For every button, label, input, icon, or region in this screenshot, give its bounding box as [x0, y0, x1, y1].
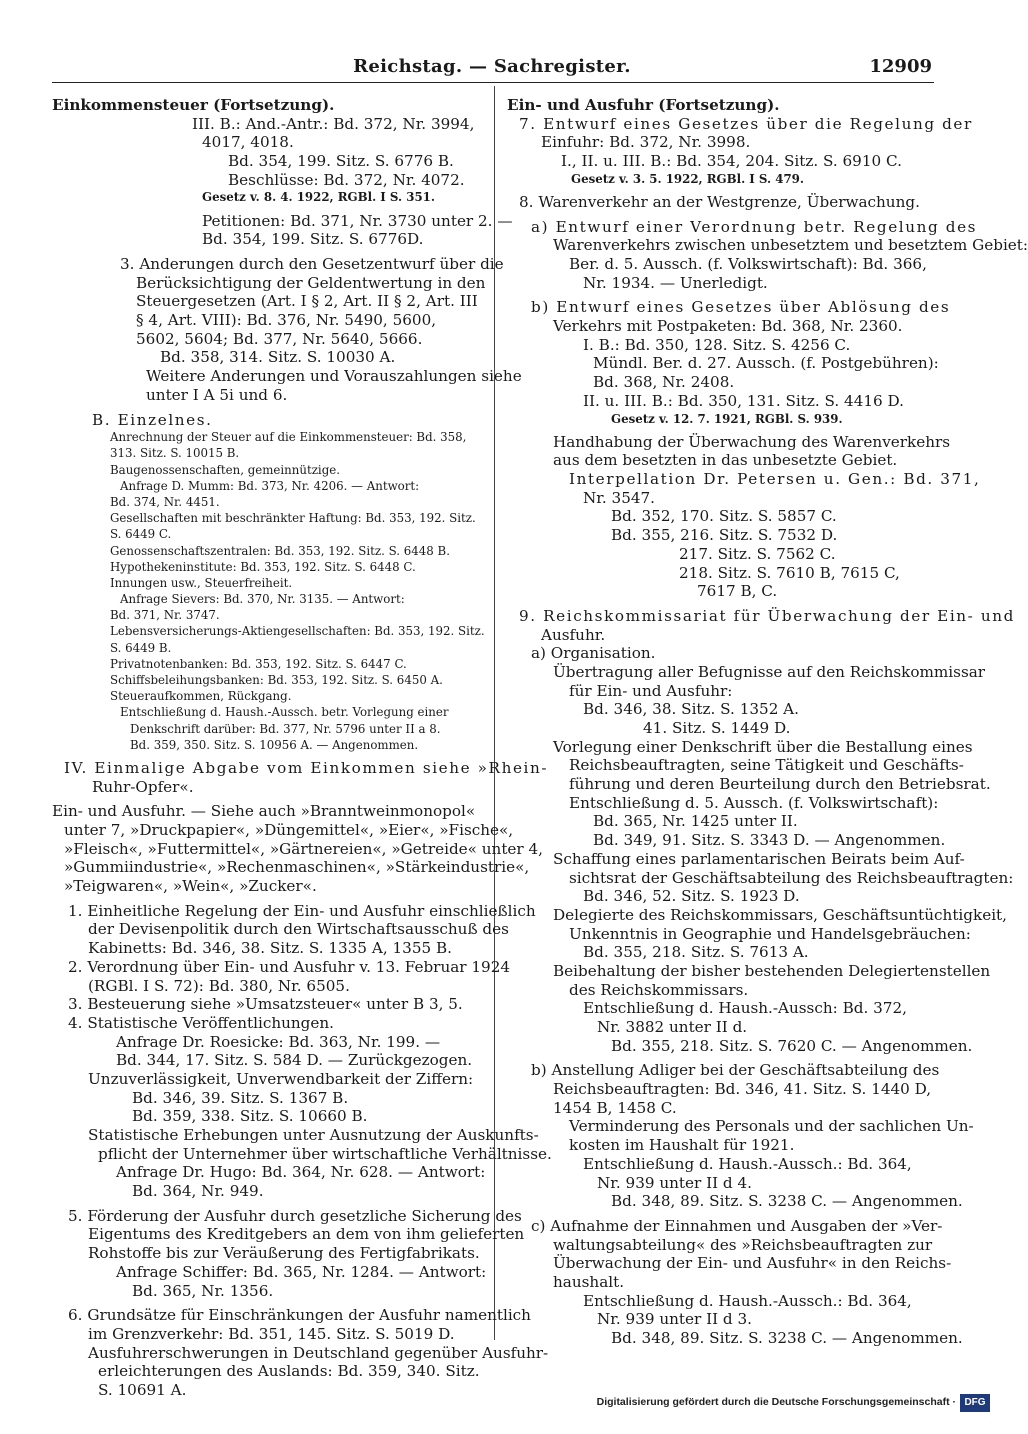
index-line: »Fleisch«, »Futtermittel«, »Gärtnereien«, »Getreide« unter 4,	[64, 839, 543, 858]
page-footer	[596, 1394, 990, 1414]
index-line: 5602, 5604; Bd. 377, Nr. 5640, 5666.	[136, 329, 423, 348]
index-line: Interpellation Dr. Petersen u. Gen.: Bd. 371,	[569, 470, 981, 489]
index-line: Bd. 346, 52. Sitz. S. 1923 D.	[583, 887, 800, 906]
index-line: waltungsabteilung« des »Reichsbeauftragten zur	[553, 1235, 933, 1254]
index-line: Lebensversicherungs-Aktiengesellschaften: Bd. 353, 192. Sitz.	[110, 624, 485, 639]
index-line: 7. Entwurf eines Gesetzes über die Regelung der	[519, 114, 973, 133]
index-line: Ausfuhrerschwerungen in Deutschland gegenüber Ausfuhr-	[88, 1343, 549, 1362]
index-line: haushalt.	[553, 1272, 625, 1291]
index-line: a) Organisation.	[531, 644, 656, 663]
index-line: B. Einzelnes.	[92, 410, 213, 429]
index-line: Reichsbeauftragten: Bd. 346, 41. Sitz. S. 1440 D,	[553, 1080, 932, 1099]
index-line: Bd. 359, 338. Sitz. S. 10660 B.	[132, 1107, 368, 1126]
index-line: Bd. 354, 199. Sitz. S. 6776D.	[202, 230, 424, 249]
index-line: Vorlegung einer Denkschrift über die Bestallung eines	[553, 737, 973, 756]
page-number: 12909	[869, 56, 932, 77]
index-line: Petitionen: Bd. 371, Nr. 3730 unter 2. —	[202, 211, 513, 230]
index-line: aus dem besetzten in das unbesetzte Gebiet.	[553, 451, 898, 470]
index-line: Berücksichtigung der Geldentwertung in den	[136, 273, 486, 292]
index-line: 3. Anderungen durch den Gesetzentwurf über die	[120, 255, 504, 273]
index-line: »Gummiindustrie«, »Rechenmaschinen«, »Stärkeindustrie«,	[64, 858, 530, 877]
index-line: Bd. 365, Nr. 1356.	[132, 1281, 274, 1300]
index-line: Rohstoffe bis zur Veräußerung des Fertigfabrikats.	[88, 1244, 480, 1263]
index-line: Ber. d. 5. Aussch. (f. Volkswirtschaft): Bd. 366,	[569, 255, 927, 273]
index-line: Bd. 374, Nr. 4451.	[110, 494, 220, 509]
header-rule	[52, 82, 934, 83]
index-line: Privatnotenbanken: Bd. 353, 192. Sitz. S. 6447 C.	[110, 656, 407, 671]
index-line: Hypothekeninstitute: Bd. 353, 192. Sitz. S. 6448 C.	[110, 559, 416, 574]
index-line: Schiffsbeleihungsbanken: Bd. 353, 192. Sitz. S. 6450 A.	[110, 673, 443, 687]
index-line: kosten im Haushalt für 1921.	[569, 1136, 795, 1155]
index-line: Beschlüsse: Bd. 372, Nr. 4072.	[228, 170, 465, 189]
index-line: 41. Sitz. S. 1449 D.	[643, 719, 791, 737]
index-line: 6. Grundsätze für Einschränkungen der Ausfuhr namentlich	[68, 1306, 531, 1325]
index-line: Bd. 355, 218. Sitz. S. 7620 C. — Angenommen.	[611, 1036, 973, 1055]
index-line: Ein- und Ausfuhr (Fortsetzung).	[507, 96, 780, 114]
index-line: a) Entwurf einer Verordnung betr. Regelung des	[531, 217, 978, 236]
index-line: Bd. 344, 17. Sitz. S. 584 D. — Zurückgezogen.	[116, 1051, 473, 1070]
index-line: Delegierte des Reichskommissars, Geschäftsuntüchtigkeit,	[553, 905, 1007, 924]
index-line: 218. Sitz. S. 7610 B, 7615 C,	[679, 563, 900, 582]
index-line: Anrechnung der Steuer auf die Einkommensteuer: Bd. 358,	[110, 430, 467, 445]
index-line: 4017, 4018.	[202, 133, 294, 152]
index-line: Beibehaltung der bisher bestehenden Delegiertenstellen	[553, 961, 991, 980]
index-line: Unkenntnis in Geographie und Handelsgebräuchen:	[569, 924, 971, 943]
index-line: Bd. 364, Nr. 949.	[132, 1182, 264, 1201]
index-line: Bd. 354, 199. Sitz. S. 6776 B.	[228, 152, 454, 171]
index-line: 1454 B, 1458 C.	[553, 1098, 677, 1117]
index-line: Ruhr-Opfer«.	[92, 777, 194, 796]
index-line: Anfrage D. Mumm: Bd. 373, Nr. 4206. — Antwort:	[120, 478, 420, 493]
index-line: unter 7, »Druckpapier«, »Düngemittel«, »Eier«, »Fische«,	[64, 821, 514, 839]
index-line: Bd. 352, 170. Sitz. S. 5857 C.	[611, 507, 837, 526]
index-line: 3. Besteuerung siehe »Umsatzsteuer« unter B 3, 5.	[68, 995, 463, 1014]
index-line: b) Entwurf eines Gesetzes über Ablösung des	[531, 298, 951, 317]
index-line: I., II. u. III. B.: Bd. 354, 204. Sitz. S. 6910 C.	[561, 152, 902, 171]
index-line: Entschließung d. Haush.-Aussch.: Bd. 364,	[583, 1154, 912, 1173]
page-header	[52, 56, 932, 82]
index-line: Nr. 939 unter II d 4.	[597, 1173, 752, 1192]
index-line: Reichsbeauftragten, seine Tätigkeit und Geschäfts-	[569, 756, 964, 775]
index-line: 5. Förderung der Ausfuhr durch gesetzliche Sicherung des	[68, 1206, 522, 1225]
dfg-logo: DFG	[960, 1394, 990, 1412]
index-line: »Teigwaren«, »Wein«, »Zucker«.	[64, 877, 317, 896]
index-line: c) Aufnahme der Einnahmen und Ausgaben der »Ver-	[531, 1216, 943, 1235]
index-line: Schaffung eines parlamentarischen Beirats beim Auf-	[553, 849, 965, 868]
index-line: S. 6449 B.	[110, 640, 172, 655]
index-line: Bd. 365, Nr. 1425 unter II.	[593, 812, 798, 831]
index-line: unter I A 5i und 6.	[146, 385, 288, 404]
index-line: 7617 B, C.	[697, 582, 778, 601]
index-line: S. 10691 A.	[98, 1380, 187, 1399]
index-line: erleichterungen des Auslands: Bd. 359, 340. Sitz.	[98, 1362, 480, 1381]
index-line: pflicht der Unternehmer über wirtschaftliche Verhältnisse.	[98, 1144, 552, 1163]
index-line: S. 6449 C.	[110, 527, 172, 542]
index-line: § 4, Art. VIII): Bd. 376, Nr. 5490, 5600,	[136, 311, 437, 330]
index-line: 217. Sitz. S. 7562 C.	[679, 544, 836, 563]
index-line: Bd. 346, 39. Sitz. S. 1367 B.	[132, 1088, 349, 1107]
index-line: Ein- und Ausfuhr. — Siehe auch »Branntweinmonopol«	[52, 802, 476, 821]
index-line: Ausfuhr.	[541, 625, 606, 644]
index-line: Bd. 346, 38. Sitz. S. 1352 A.	[583, 700, 799, 719]
index-line: Kabinetts: Bd. 346, 38. Sitz. S. 1335 A, 1355 B.	[88, 939, 452, 958]
index-line: Einfuhr: Bd. 372, Nr. 3998.	[541, 133, 751, 152]
index-line: 313. Sitz. S. 10015 B.	[110, 446, 240, 461]
index-line: des Reichskommissars.	[569, 980, 749, 999]
index-line: 1. Einheitliche Regelung der Ein- und Ausfuhr einschließlich	[68, 901, 536, 920]
index-line: Anfrage Dr. Roesicke: Bd. 363, Nr. 199. —	[116, 1032, 441, 1051]
index-line: Genossenschaftszentralen: Bd. 353, 192. Sitz. S. 6448 B.	[110, 543, 450, 558]
index-line: Anfrage Schiffer: Bd. 365, Nr. 1284. — Antwort:	[116, 1262, 487, 1281]
index-line: Bd. 359, 350. Sitz. S. 10956 A. — Angenommen.	[130, 737, 419, 752]
index-line: Nr. 3882 unter II d.	[597, 1018, 748, 1036]
index-line: Gesetz v. 3. 5. 1922, RGBl. I S. 479.	[571, 171, 804, 186]
right-column	[507, 96, 1028, 1348]
index-line: 9. Reichskommissariat für Überwachung der Ein- und	[519, 606, 1015, 625]
index-line: Denkschrift darüber: Bd. 377, Nr. 5796 unter II a 8.	[130, 721, 441, 736]
index-line: 4. Statistische Veröffentlichungen.	[68, 1013, 335, 1032]
index-line: Unzuverlässigkeit, Unverwendbarkeit der Ziffern:	[88, 1069, 474, 1088]
index-line: Entschließung d. Haush.-Aussch: Bd. 372,	[583, 999, 907, 1018]
index-line: Entschließung d. 5. Aussch. (f. Volkswirtschaft):	[569, 793, 939, 812]
index-line: Gesellschaften mit beschränkter Haftung: Bd. 353, 192. Sitz.	[110, 511, 476, 526]
index-line: Bd. 348, 89. Sitz. S. 3238 C. — Angenommen.	[611, 1329, 963, 1347]
index-line: Übertragung aller Befugnisse auf den Reichskommissar	[553, 662, 986, 681]
index-line: Verkehrs mit Postpaketen: Bd. 368, Nr. 2360.	[553, 317, 903, 336]
index-line: IV. Einmalige Abgabe vom Einkommen siehe »Rhein-	[64, 758, 549, 777]
index-line: Steueraufkommen, Rückgang.	[110, 689, 292, 704]
running-title: Reichstag. — Sachregister.	[353, 56, 631, 77]
index-line: Weitere Anderungen und Vorauszahlungen siehe	[146, 367, 522, 386]
index-line: Anfrage Sievers: Bd. 370, Nr. 3135. — Antwort:	[120, 592, 405, 607]
index-line: führung und deren Beurteilung durch den Betriebsrat.	[569, 775, 991, 794]
index-line: Anfrage Dr. Hugo: Bd. 364, Nr. 628. — Antwort:	[116, 1163, 486, 1182]
index-line: Bd. 358, 314. Sitz. S. 10030 A.	[160, 348, 396, 367]
index-line: Verminderung des Personals und der sachlichen Un-	[569, 1117, 974, 1136]
index-line: Überwachung der Ein- und Ausfuhr« in den Reichs-	[553, 1254, 952, 1273]
index-line: Bd. 371, Nr. 3747.	[110, 608, 220, 623]
index-line: 2. Verordnung über Ein- und Ausfuhr v. 13. Februar 1924	[68, 957, 511, 976]
index-line: Entschließung d. Haush.-Aussch.: Bd. 364,	[583, 1291, 912, 1310]
index-line: I. B.: Bd. 350, 128. Sitz. S. 4256 C.	[583, 335, 851, 354]
index-line: der Devisenpolitik durch den Wirtschaftsausschuß des	[88, 920, 509, 939]
index-line: Handhabung der Überwachung des Warenverkehrs	[553, 432, 951, 451]
index-line: Nr. 3547.	[583, 488, 656, 507]
index-line: Gesetz v. 12. 7. 1921, RGBl. S. 939.	[611, 411, 843, 426]
index-line: Bd. 355, 216. Sitz. S. 7532 D.	[611, 526, 838, 545]
funding-note: Digitalisierung gefördert durch die Deutsche Forschungsgemeinschaft ·	[596, 1396, 956, 1408]
index-line: Innungen usw., Steuerfreiheit.	[110, 575, 293, 590]
index-line: im Grenzverkehr: Bd. 351, 145. Sitz. S. 5019 D.	[88, 1324, 455, 1343]
index-line: Bd. 368, Nr. 2408.	[593, 373, 735, 392]
index-line: Einkommensteuer (Fortsetzung).	[52, 96, 335, 114]
index-line: 8. Warenverkehr an der Westgrenze, Überwachung.	[519, 192, 920, 211]
index-line: sichtsrat der Geschäftsabteilung des Reichsbeauftragten:	[569, 868, 1014, 887]
index-line: (RGBl. I S. 72): Bd. 380, Nr. 6505.	[88, 976, 350, 995]
index-line: Entschließung d. Haush.-Aussch. betr. Vorlegung einer	[120, 705, 449, 720]
index-line: b) Anstellung Adliger bei der Geschäftsabteilung des	[531, 1061, 940, 1080]
index-line: Gesetz v. 8. 4. 1922, RGBl. I S. 351.	[202, 190, 435, 205]
index-line: für Ein- und Ausfuhr:	[569, 681, 733, 700]
index-line: Bd. 349, 91. Sitz. S. 3343 D. — Angenommen.	[593, 831, 946, 850]
index-line: Mündl. Ber. d. 27. Aussch. (f. Postgebühren):	[593, 354, 939, 373]
index-line: Statistische Erhebungen unter Ausnutzung der Auskunfts-	[88, 1126, 539, 1144]
left-column	[52, 96, 552, 1400]
index-line: Eigentums des Kreditgebers an dem von ihm gelieferten	[88, 1225, 525, 1244]
index-line: Bd. 348, 89. Sitz. S. 3238 C. — Angenommen.	[611, 1192, 963, 1211]
index-line: Warenverkehrs zwischen unbesetztem und besetztem Gebiet:	[553, 236, 1028, 255]
index-line: Nr. 1934. — Unerledigt.	[583, 273, 768, 292]
index-line: III. B.: And.-Antr.: Bd. 372, Nr. 3994,	[192, 114, 475, 133]
index-line: Steuergesetzen (Art. I § 2, Art. II § 2, Art. III	[136, 292, 478, 311]
index-line: Nr. 939 unter II d 3.	[597, 1310, 752, 1329]
index-line: Baugenossenschaften, gemeinnützige.	[110, 462, 340, 477]
index-line: II. u. III. B.: Bd. 350, 131. Sitz. S. 4416 D.	[583, 391, 904, 410]
index-line: Bd. 355, 218. Sitz. S. 7613 A.	[583, 943, 809, 962]
